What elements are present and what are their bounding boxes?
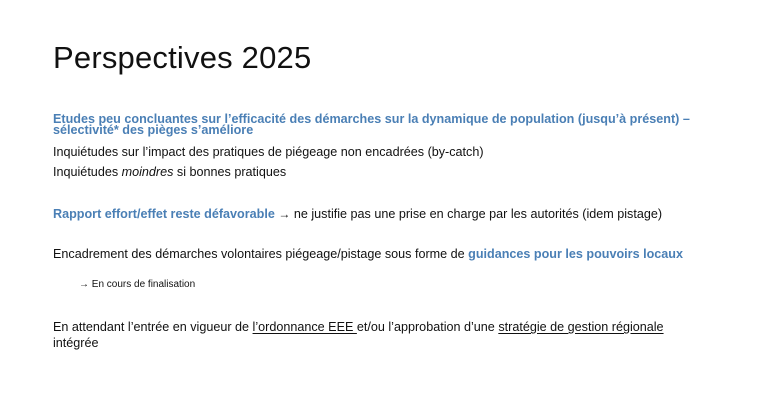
- finalisation-text: En cours de finalisation: [89, 279, 196, 290]
- pending-paragraph-line-1: [53, 320, 664, 334]
- regional-strategy-link[interactable]: stratégie de gestion régionale: [498, 320, 664, 334]
- right-arrow-icon: →: [79, 279, 89, 290]
- findings-heading-line-1: Etudes peu concluantes sur l’efficacité des démarches sur la dynamique de population (jusqu’à présent) –: [53, 112, 690, 126]
- concern-good-practices: [53, 165, 286, 179]
- effort-effect-paragraph: [53, 207, 662, 221]
- guidance-highlight: guidances pour les pouvoirs locaux: [468, 247, 683, 261]
- concern-good-practices-emphasis: moindres: [121, 165, 174, 179]
- concern-good-practices-end: si bonnes pratiques: [173, 165, 287, 179]
- ordinance-link[interactable]: l’ordonnance EEE: [252, 320, 357, 334]
- effort-effect-text: ne justifie pas une prise en charge par les autorités (idem pistage): [290, 207, 663, 221]
- findings-heading-line-2: sélectivité* des pièges s’améliore: [53, 123, 254, 137]
- slide-title: Perspectives 2025: [53, 40, 312, 75]
- concern-bycatch-text: Inquiétudes sur l’impact des pratiques de piégeage non encadrées (by-catch): [53, 145, 484, 159]
- right-arrow-icon: →: [278, 207, 291, 221]
- finalisation-note: [79, 279, 195, 290]
- pending-paragraph-line-2: intégrée: [53, 336, 99, 350]
- pending-text-start: En attendant l’entrée en vigueur de: [53, 320, 253, 334]
- effort-effect-heading: Rapport effort/effet reste défavorable: [53, 207, 275, 221]
- framework-text: Encadrement des démarches volontaires piégeage/pistage sous forme de: [53, 247, 469, 261]
- pending-text-middle: et/ou l’approbation d’une: [356, 320, 499, 334]
- concern-good-practices-start: Inquiétudes: [53, 165, 122, 179]
- framework-paragraph: [53, 247, 683, 261]
